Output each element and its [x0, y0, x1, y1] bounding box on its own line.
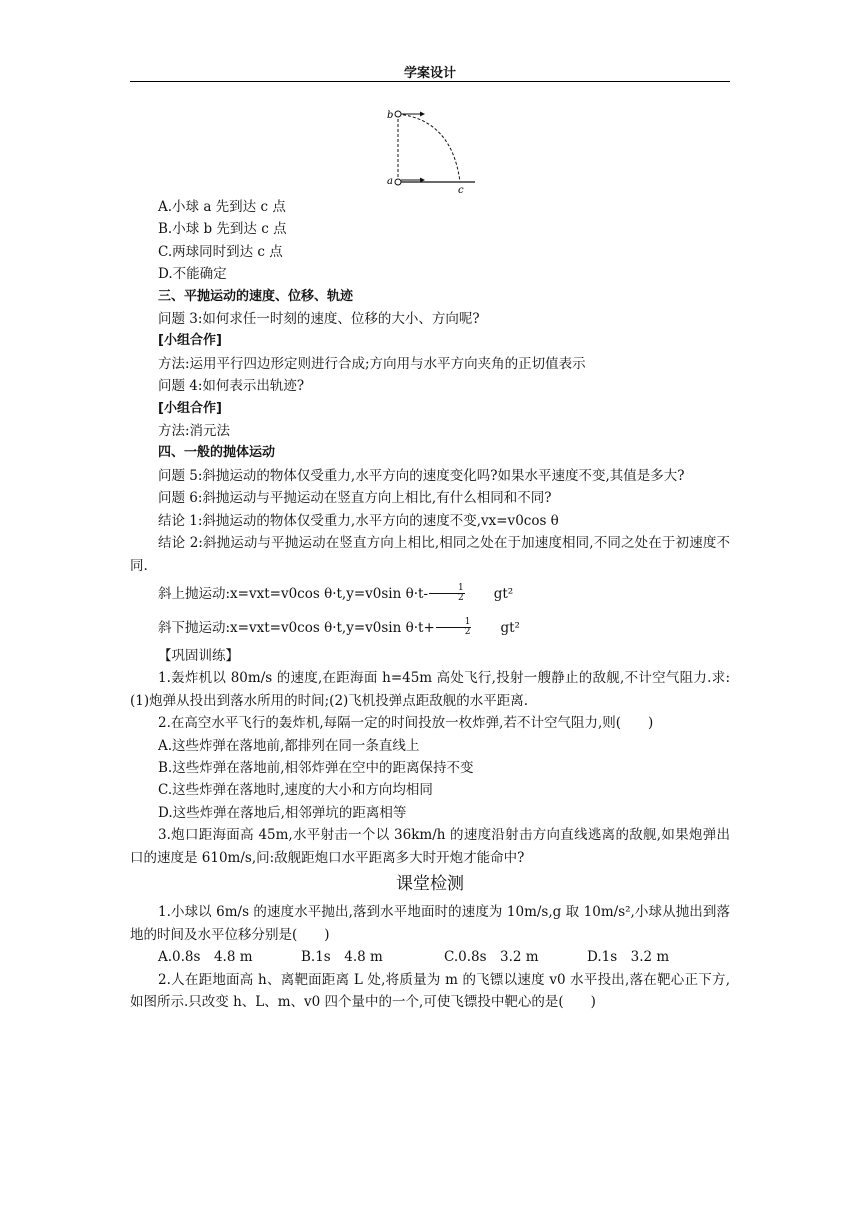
- check-1-option-a: A.0.8s 4.8 m: [158, 949, 253, 966]
- label-c: c: [458, 185, 464, 195]
- question-5: 问题 5:斜抛运动的物体仅受重力,水平方向的速度变化吗?如果水平速度不变,其值是多大?: [158, 467, 685, 484]
- ball-b: [395, 111, 401, 117]
- section3-title: 三、平抛运动的速度、位移、轨迹: [158, 288, 354, 304]
- option-d: D.不能确定: [158, 266, 227, 283]
- ball-a: [395, 179, 401, 185]
- conclusion-1: 结论 1:斜抛运动的物体仅受重力,水平方向的速度不变,vx=v0cos θ: [158, 512, 559, 529]
- classroom-check-title: 课堂检测: [396, 873, 464, 894]
- check-question-1-options: [130, 946, 730, 968]
- practice-2-option-d: D.这些炸弹在落地后,相邻弹坑的距离相等: [158, 804, 407, 821]
- option-c: C.两球同时到达 c 点: [158, 243, 283, 260]
- label-a: a: [387, 176, 393, 187]
- check-1-option-d: D.1s 3.2 m: [587, 949, 670, 966]
- method-1: 方法:运用平行四边形定则进行合成;方向用与水平方向夹角的正切值表示: [158, 355, 586, 372]
- check-question-1: 1.小球以 6m/s 的速度水平抛出,落到水平地面时的速度为 10m/s,g 取 10m/s²,小球从抛出到落地的时间及水平位移分别是( ): [130, 904, 730, 943]
- check-1-option-c: C.0.8s 3.2 m: [444, 949, 539, 966]
- option-b: B.小球 b 先到达 c 点: [158, 221, 287, 238]
- trajectory-curve: [398, 114, 460, 182]
- question-6: 问题 6:斜抛运动与平抛运动在竖直方向上相比,有什么相同和不同?: [158, 490, 552, 507]
- question-4: 问题 4:如何表示出轨迹?: [158, 378, 305, 395]
- method-2: 方法:消元法: [158, 423, 231, 440]
- practice-2-option-c: C.这些炸弹在落地时,速度的大小和方向均相同: [158, 782, 433, 799]
- question-3: 问题 3:如何求任一时刻的速度、位移的大小、方向呢?: [158, 311, 480, 328]
- group-work-label-1: [小组合作]: [158, 333, 222, 349]
- formula-oblique-down-text: 斜下抛运动:x=vxt=v0cos θ·t,y=v0sin θ·t+: [158, 619, 435, 636]
- formula-oblique-up: [130, 577, 730, 611]
- check-1-option-b: B.1s 4.8 m: [301, 949, 383, 966]
- fraction-half: $\frac{1}{2}$: [429, 584, 465, 603]
- document-body: [130, 196, 730, 1013]
- practice-problem-1: 1.轰炸机以 80m/s 的速度,在距海面 h=45m 高处飞行,投射一艘静止的敌舰,不计空气阻力.求:(1)炮弹从投出到落水所用的时间;(2)飞机投弹点距敌舰的水平距离.: [130, 670, 730, 709]
- practice-problem-3: 3.炮口距海面高 45m,水平射击一个以 36km/h 的速度沿射击方向直线逃离的敌舰,如果炮弹出口的速度是 610m/s,问:敌舰距炮口水平距离多大时开炮才能命中?: [130, 827, 730, 866]
- formula-oblique-up-text: 斜上抛运动:x=vxt=v0cos θ·t,y=v0sin θ·t-: [158, 585, 428, 602]
- option-a: A.小球 a 先到达 c 点: [158, 199, 286, 215]
- formula-suffix: gt²: [500, 619, 520, 636]
- practice-problem-2: 2.在高空水平飞行的轰炸机,每隔一定的时间投放一枚炸弹,若不计空气阻力,则( ): [158, 715, 654, 732]
- fraction-half: $\frac{1}{2}$: [436, 618, 472, 637]
- formula-oblique-down: [130, 611, 730, 645]
- practice-title: 【巩固训练】: [158, 647, 239, 664]
- group-work-label-2: [小组合作]: [158, 400, 222, 416]
- conclusion-2: 结论 2:斜抛运动与平抛运动在竖直方向上相比,相同之处在于加速度相同,不同之处在于初速度不同.: [130, 535, 730, 574]
- label-b: b: [387, 110, 394, 121]
- section4-title: 四、一般的抛体运动: [158, 445, 276, 461]
- projectile-figure: [380, 100, 480, 195]
- practice-2-option-a: A.这些炸弹在落地前,都排列在同一条直线上: [158, 737, 420, 754]
- check-question-2: 2.人在距地面高 h、离靶面距离 L 处,将质量为 m 的飞镖以速度 v0 水平投出,落在靶心正下方,如图所示.只改变 h、L、m、v0 四个量中的一个,可使飞镖投中靶心的是( ): [130, 971, 730, 1010]
- page-header-title: 学案设计: [403, 66, 456, 81]
- header-divider: [130, 81, 730, 82]
- formula-suffix: gt²: [493, 585, 514, 602]
- practice-2-option-b: B.这些炸弹在落地前,相邻炸弹在空中的距离保持不变: [158, 759, 474, 776]
